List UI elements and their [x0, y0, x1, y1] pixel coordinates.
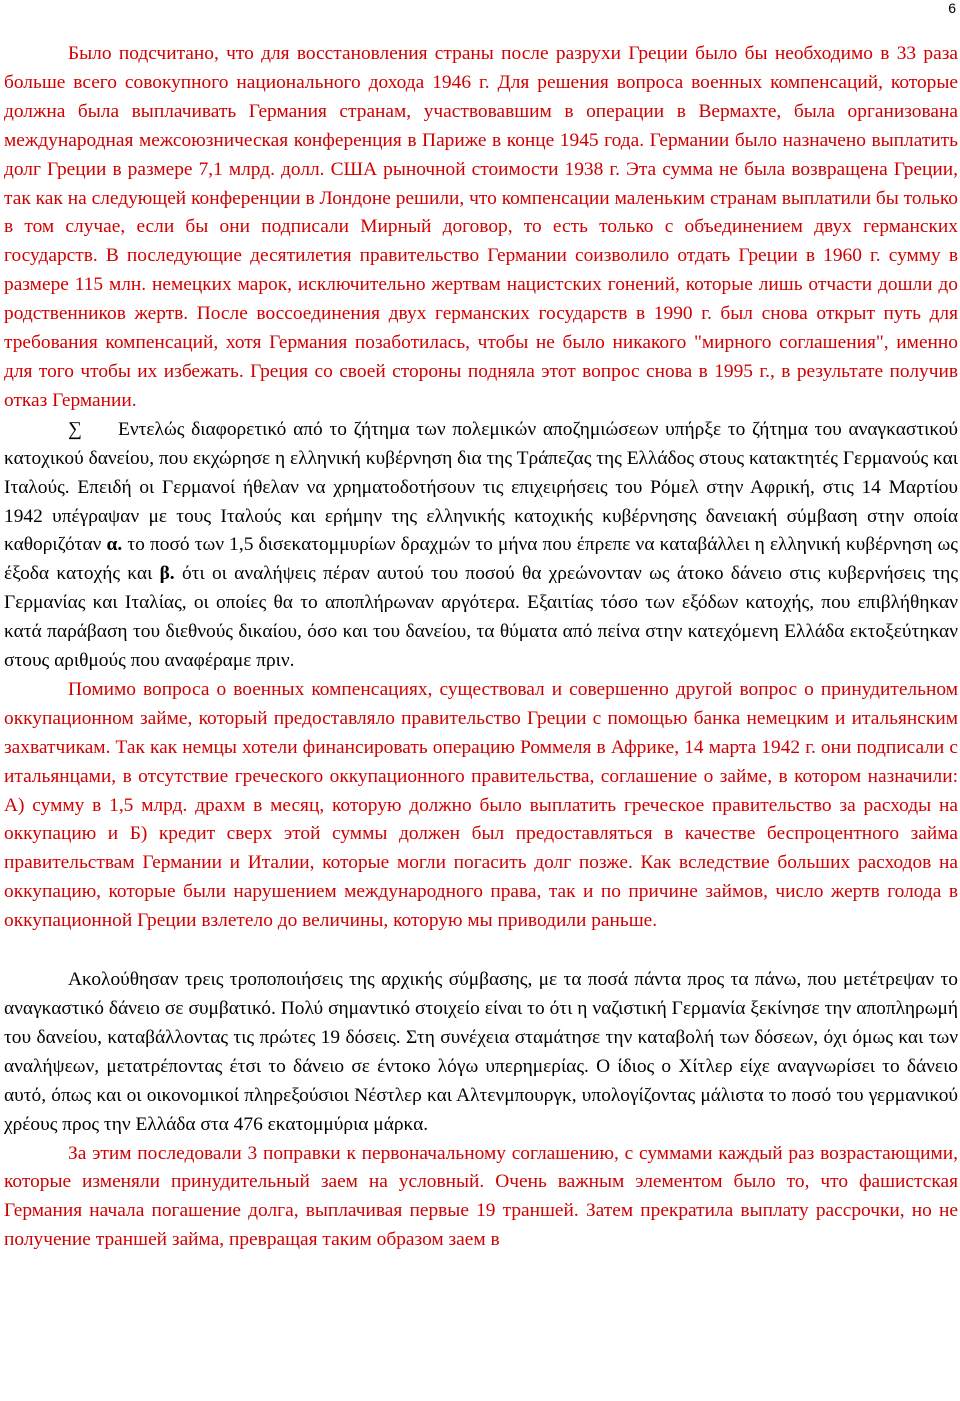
- text-red-segment: Затем прекратила выплату рассрочки, но не получение траншей займа, превращая таким образом заем в: [4, 1200, 958, 1251]
- text-red-segment: Помимо вопроса о военных компенсациях, существовал и совершенно другой вопрос о принудительном оккупационном займе, который предоставляло правительство Греции с помощью банка немецким и итальянским захватчикам.: [4, 678, 958, 758]
- paragraph-russian-1: [4, 40, 958, 416]
- text-blue-segment: Так как немцы хотели финансировать операцию Роммеля в Африке, 14 марта 1942 г.: [115, 736, 816, 758]
- text-blue-segment: В последующие десятилетия правительство Германии соизволило отдать Греции в 1960 г. сумму в размере 115 млн. немецких марок, исключительно жертвам нацистских гонений, которые лишь отчасти дошли до родственников жертв.: [4, 245, 958, 325]
- paragraph-greek-1: [4, 416, 958, 676]
- text-red-segment: Эта сумма не была возвращена Греции, так как на следующей конференции в Лондоне решили, что компенсации маленьким странам выплатили бы только в том случае, если бы они подписали Мирный договор, то есть только с объединением двух германских государств.: [4, 158, 958, 267]
- item-marker-b: β.: [159, 563, 175, 585]
- document-body: [4, 40, 958, 1255]
- item-marker-a: α.: [106, 534, 123, 556]
- text-blue-segment: Германии было назначено выплатить долг Греции в размере 7,1 млрд. долл. США рыночной стоимости 1938 г.: [4, 129, 958, 180]
- page-number: 6: [948, 0, 956, 16]
- paragraph-spacer: [4, 936, 958, 966]
- greek-text: Εντελώς διαφορετικό από το ζήτημα των πολεμικών αποζημιώσεων υπήρξε το ζήτημα του αναγκαστικού κατοχικού δανείου, που εκχώρησε η ελληνική κυβέρνηση δια της Τράπεζας της Ελλάδος στους κατακτητές Γερμανούς και Ιταλούς. Επειδή οι Γερμανοί ήθελαν να χρηματοδοτήσουν τις επιχειρήσεις του Ρόμελ στην Αφρική, στις 14 Μαρτίου 1942 υπέγραψαν με τους Ιταλούς και ερήμην της ελληνικής κατοχικής κυβέρνησης δανειακή σύμβαση στην οποία καθοριζόταν: [4, 418, 958, 556]
- text-red-segment: Было подсчитано, что для восстановления страны после разрухи Греции было бы необходимо в 33 раза больше всего совокупного национального дохода 1946 г. Для решения вопроса военных компенсаций, которые должна была выплачивать Германия странам, участвовавшим в операции в Вермахте, была организована международная межсоюзническая конференция в Париже в конце 1945 года.: [4, 43, 958, 151]
- greek-text: το ποσό των 1,5 δισεκατομμυρίων δραχμών το μήνα που έπρεπε να καταβάλλει η ελληνική κυβέρνηση ως έξοδα κατοχής και: [4, 534, 958, 585]
- paragraph-russian-2: [4, 676, 958, 936]
- sigma-bullet-icon: ∑: [68, 418, 82, 440]
- paragraph-russian-3: [4, 1140, 958, 1256]
- paragraph-greek-2: Ακολούθησαν τρεις τροποποιήσεις της αρχικής σύμβασης, με τα ποσά πάντα προς τα πάνω, που μετέτρεψαν το αναγκαστικό δάνειο σε συμβατικό. Πολύ σημαντικό στοιχείο είναι το ότι η ναζιστική Γερμανία ξεκίνησε την αποπληρωμή του δανείου, καταβάλλοντας τις πρώτες 19 δόσεις. Στη συνέχεια σταμάτησε την καταβολή των δόσεων, όχι όμως και των αναλήψεων, μετατρέποντας έτσι το δάνειο σε έντοκο λόγω υπερημερίας. Ο ίδιος ο Χίτλερ είχε αναγνωρίσει το δάνειο αυτό, όπως και οι οικονομικοί πληρεξούσιοι Νέστλερ και Αλτενμπουργκ, υπολογίζοντας μάλιστα το ποσό του γερμανικού χρέους προς την Ελλάδα στα 476 εκατομμύρια μάρκα.: [4, 969, 958, 1135]
- text-blue-segment: Греция со своей стороны подняла этот вопрос снова в 1995 г., в результате получив отказ Германии.: [4, 360, 959, 411]
- text-red-segment: За этим последовали 3 поправки к первоначальному соглашению, с суммами каждый раз возрастающими, которые изменяли принудительный заем на условный.: [4, 1142, 958, 1193]
- text-blue-segment: Очень важным элементом было то, что фашистская Германия начала погашение долга, выплачивая первые 19 траншей.: [4, 1171, 958, 1222]
- greek-text: ότι οι αναλήψεις πέραν αυτού του ποσού θα χρεώνονταν ως άτοκο δάνειο στις κυβερνήσεις της Γερμανίας και Ιταλίας, οι οποίες θα το αποπλήρωναν αργότερα. Εξαιτίας τόσο των εξόδων κατοχής, που επιβλήθηκαν κατά παράβαση του διεθνούς δικαίου, όσο και του δανείου, τα θύματα από πείνα στην κατεχόμενη Ελλάδα εκτοξεύτηκαν στους αριθμούς που αναφέραμε πριν.: [4, 563, 958, 672]
- text-red-segment: они подписали с итальянцами, в отсутствие греческого оккупационного правительства, соглашение о займе, в котором назначили: А) сумму в 1,5 млрд. драхм в месяц, которую должно было выплатить греческое правительство за расходы на оккупацию и Б) кредит сверх этой суммы должен был предоставляться в качестве беспроцентного займа правительствам Германии и Италии, которые могли погасить долг позже.: [4, 736, 958, 874]
- text-red-segment: После воссоединения двух германских государств в 1990 г. был снова открыт путь для требования компенсаций, хотя Германия позаботилась, чтобы не было никакого "мирного соглашения", именно для того чтобы их избежать.: [4, 303, 959, 382]
- text-blue-segment: Как вследствие больших расходов на оккупацию, которые были нарушением международного права, так и по причине займов, число жертв голода в оккупационной Греции взлетело до величины, которую мы приводили раньше.: [4, 852, 958, 932]
